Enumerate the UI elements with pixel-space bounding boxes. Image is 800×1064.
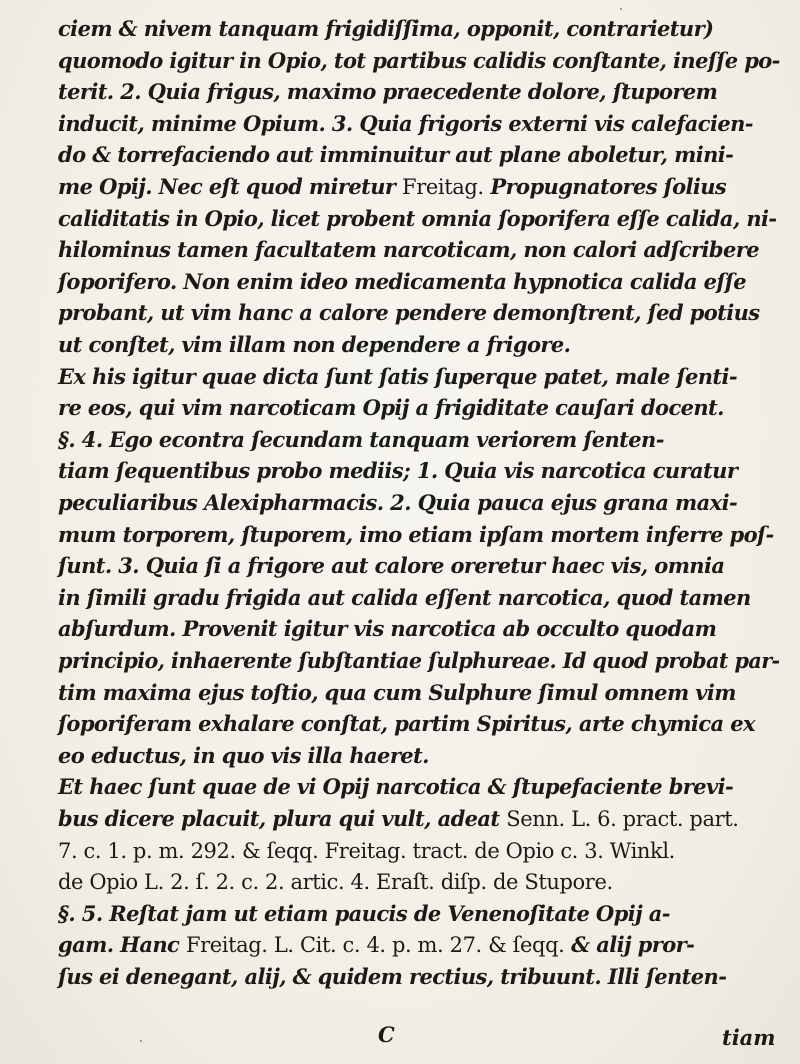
text-segment: Senn. L. 6. pract. part. [506, 807, 739, 831]
text-segment: tiam ſequentibus probo mediis; 1. Quia vis narcotica curatur [58, 458, 738, 484]
text-line [58, 488, 737, 518]
text-line [58, 741, 429, 771]
text-line [58, 298, 760, 328]
text-line [58, 109, 753, 139]
catchword: tiam [722, 1025, 776, 1050]
text-line [58, 899, 670, 929]
text-line [58, 836, 675, 866]
text-line [58, 235, 759, 265]
text-segment: caliditatis in Opio, licet probent omnia ſoporifera eſſe calida, ni- [58, 205, 777, 231]
text-segment: Propugnatores ſolius [483, 174, 727, 199]
text-segment: §. 5. Reſtat jam ut etiam paucis de Venenoſitate Opij a- [58, 900, 670, 926]
text-segment: ſus ei denegant, alij, & quidem rectius, tribuunt. Illi ſenten- [58, 964, 727, 989]
text-segment: bus dicere placuit, plura qui vult, adeat [58, 806, 507, 831]
text-segment: ſoporiferam exhalare conſtat, partim Spiritus, arte chymica ex [58, 711, 755, 737]
text-segment: Ex his igitur quae dicta ſunt ſatis ſuperque patet, male ſenti- [58, 363, 737, 389]
text-line [58, 330, 570, 360]
text-segment: de Opio L. 2. ſ. 2. c. 2. artic. 4. Eraſt. diſp. de Stupore. [58, 870, 613, 895]
text-line [58, 678, 736, 708]
text-segment: hilominus tamen facultatem narcoticam, non calori adſcribere [58, 237, 759, 263]
text-line [58, 172, 726, 202]
text-line [58, 646, 780, 676]
signature-mark: C [378, 1022, 395, 1047]
text-segment: terit. 2. Quia frigus, maximo praecedente dolore, ſtuporem [58, 79, 718, 105]
text-segment: & alij pror- [564, 932, 695, 958]
text-segment: principio, inhaerente ſubſtantiae ſulphureae. Id quod probat par- [58, 648, 780, 673]
text-line [58, 520, 774, 550]
text-line [58, 456, 737, 486]
text-line [58, 930, 694, 960]
text-segment: gam. Hanc [58, 932, 186, 958]
text-segment: in ſimili gradu frigida aut calida eſſent narcotica, quod tamen [58, 584, 751, 610]
text-segment: abſurdum. Provenit igitur vis narcotica ab occulto quodam [58, 616, 717, 642]
text-line [58, 77, 717, 107]
paper-speck [620, 8, 622, 10]
text-segment: ſunt. 3. Quia ſi a frigore aut calore oreretur haec vis, omnia [58, 553, 725, 579]
text-line [58, 425, 664, 455]
paper-speck [140, 1040, 142, 1042]
text-segment: Freitag. L. Cit. c. 4. p. m. 27. & ſeqq. [185, 933, 565, 958]
text-segment: §. 4. Ego econtra ſecundam tanquam veriorem ſenten- [58, 426, 664, 452]
text-segment: Et haec ſunt quae de vi Opij narcotica & ſtupefaciente brevi- [58, 774, 734, 800]
text-segment: ciem & nivem tanquam frigidiſſima, opponit, contrarietur) [58, 16, 714, 41]
text-segment: ſoporifero. Non enim ideo medicamenta hypnotica calida eſſe [58, 268, 747, 294]
text-line [58, 709, 755, 739]
text-segment: re eos, qui vim narcoticam Opij a frigiditate cauſari docent. [58, 395, 724, 421]
text-line [58, 204, 777, 234]
text-line [58, 867, 613, 897]
text-segment: do & torrefaciendo aut imminuitur aut plane aboletur, mini- [58, 142, 734, 168]
text-line [58, 140, 733, 170]
text-segment: tim maxima ejus toſtio, qua cum Sulphure ſimul omnem vim [58, 679, 736, 705]
text-segment: Freitag. [402, 175, 484, 199]
text-segment: 7. c. 1. p. m. 292. & ſeqq. Freitag. tract. de Opio c. 3. Winkl. [58, 838, 675, 863]
text-line [58, 962, 726, 992]
text-segment: mum torporem, ſtuporem, imo etiam ipſam mortem inferre poſ- [58, 521, 774, 547]
text-line [58, 393, 724, 423]
text-segment: inducit, minime Opium. 3. Quia frigoris externi vis calefacien- [58, 110, 753, 136]
text-segment: peculiaribus Alexipharmacis. 2. Quia pauca ejus grana maxi- [58, 490, 738, 515]
text-line [58, 772, 733, 802]
text-segment: ut conſtet, vim illam non dependere a frigore. [58, 332, 571, 357]
text-line [58, 14, 713, 44]
text-line [58, 551, 724, 581]
text-line [58, 362, 737, 392]
text-segment: eo eductus, in quo vis illa haeret. [58, 742, 429, 768]
text-segment: probant, ut vim hanc a calore pendere demonſtrent, ſed potius [58, 300, 760, 326]
text-segment: quomodo igitur in Opio, tot partibus calidis conſtante, ineſſe po- [58, 47, 780, 73]
text-line [58, 614, 716, 644]
text-line [58, 267, 746, 297]
text-segment: me Opij. Nec eſt quod miretur [58, 174, 403, 199]
text-line [58, 583, 751, 613]
text-line [58, 46, 780, 76]
text-line [58, 804, 739, 834]
